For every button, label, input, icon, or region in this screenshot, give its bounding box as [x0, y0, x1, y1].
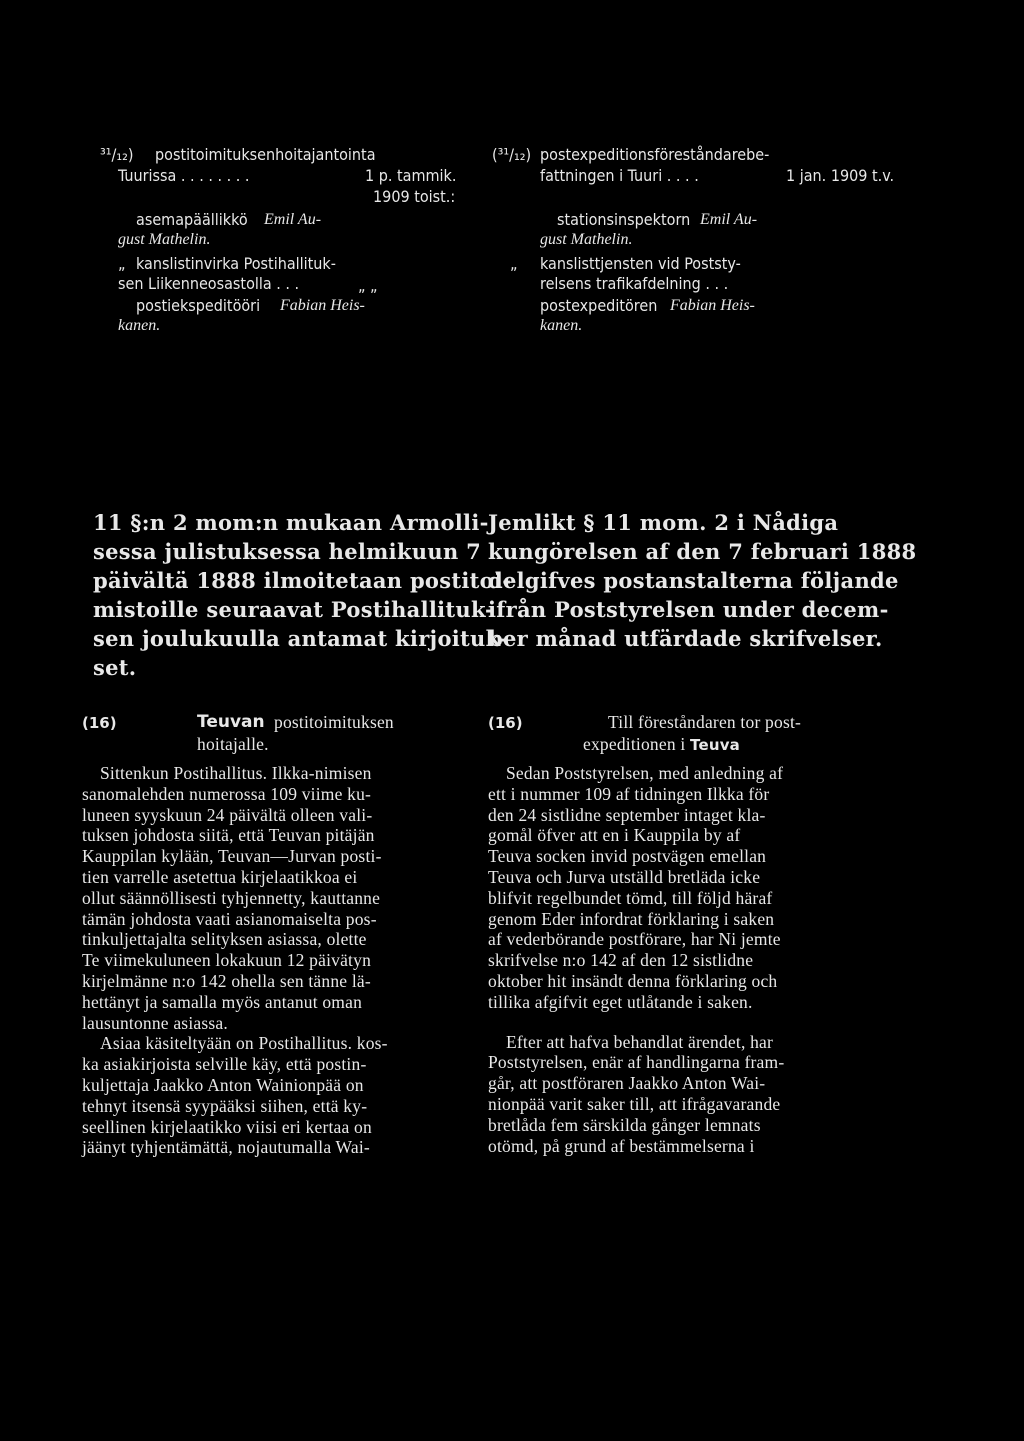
entry-title-line2: Tuurissa . . . . . . . .	[118, 166, 250, 185]
letter-swedish-body	[488, 763, 888, 1156]
heading-line: päivältä 1888 ilmoitetaan postitoi-	[93, 568, 512, 593]
role1-name-b: gust Mathelin.	[118, 231, 211, 248]
text-line: Te viimekuluneen lokakuun 12 päivätyn	[82, 950, 372, 971]
addressee-line2	[583, 734, 740, 755]
role3-name-a: Fabian Heis-	[670, 297, 755, 314]
text-line: blifvit regelbundet tömd, till följd häraf	[488, 887, 773, 908]
role3-prefix: postiekspeditööri	[136, 296, 261, 315]
role1-name-b: gust Mathelin.	[540, 231, 633, 248]
text-line: gomål öfver att en i Kauppila by af	[488, 825, 741, 846]
role2-line-a: kanslistinvirka Postihallituk-	[136, 254, 336, 273]
role1-name-a: Emil Au-	[264, 211, 322, 228]
role2-line-b: relsens trafikafdelning . . .	[540, 274, 729, 293]
heading-line: 11 §:n 2 mom:n mukaan Armolli-	[93, 510, 489, 535]
text-line: går, att postföraren Jaakko Anton Wai-	[488, 1073, 766, 1094]
heading-line: Jemlikt § 11 mom. 2 i Nådiga	[488, 510, 839, 535]
entry-date-line1: 1 p. tammik.	[365, 166, 457, 185]
entry-date: 1 jan. 1909 t.v.	[786, 166, 895, 185]
entry-ref: ³¹/₁₂)	[100, 145, 134, 164]
letter-number: (16)	[82, 714, 117, 732]
heading-line: set.	[93, 655, 137, 680]
text-line: tehnyt itsensä syypääksi siihen, että ky-	[82, 1095, 368, 1116]
paragraph	[488, 763, 888, 1013]
text-line: nionpää varit saker till, att ifrågavarande	[488, 1093, 781, 1114]
heading-line: delgifves postanstalterna följande	[488, 568, 899, 593]
role1-name-a: Emil Au-	[700, 211, 758, 228]
heading-line: sen joulukuulla antamat kirjoituk-	[93, 626, 509, 651]
heading-line: ifrån Poststyrelsen under decem-	[488, 597, 889, 622]
letter-finnish-body	[82, 763, 462, 1158]
text-line: lausuntonne asiassa.	[82, 1012, 228, 1033]
addressee-place: Teuva	[690, 736, 741, 754]
addressee-line1: Till föreståndaren tor post-	[608, 712, 802, 732]
text-line: bretlåda fem särskilda gånger lemnats	[488, 1114, 761, 1135]
paragraph	[82, 763, 462, 1033]
addressee-pre: expeditionen i	[583, 734, 686, 754]
role3-name-b: kanen.	[118, 317, 161, 334]
text-line: kuljettaja Jaakko Anton Wainionpää on	[82, 1074, 364, 1095]
entry-title-line2: fattningen i Tuuri . . . .	[540, 166, 699, 185]
text-line: tuksen johdosta siitä, että Teuvan pitäjän	[82, 825, 375, 846]
text-line: den 24 sistlidne september intaget kla-	[488, 804, 766, 825]
text-line: sanomalehden numerossa 109 viime ku-	[82, 783, 372, 804]
role3-name-a: Fabian Heis-	[280, 297, 365, 314]
text-line: tinkuljettajalta selityksen asiassa, olette	[82, 929, 367, 950]
text-line: Teuva och Jurva utställd bretläda icke	[488, 866, 761, 887]
text-line: tämän johdosta vaati asianomaiselta pos-	[82, 908, 377, 929]
addressee-place: Teuvan	[197, 712, 265, 732]
text-line: genom Eder infordrat förklaring i saken	[488, 908, 775, 929]
role3-prefix: postexpeditören	[540, 296, 658, 315]
text-line: Teuva socken invid postvägen emellan	[488, 846, 767, 867]
entry-title-line1: postitoimituksenhoitajantointa	[155, 145, 376, 164]
role2-line-a: kanslisttjensten vid Poststy-	[540, 254, 741, 273]
text-line: tien varrelle asetettua kirjelaatikkoa ei	[82, 866, 358, 887]
text-line: tillika afgifvit eget utlåtande i saken.	[488, 991, 753, 1012]
letter-number: (16)	[488, 714, 523, 732]
text-line: ett i nummer 109 af tidningen Ilkka för	[488, 783, 770, 804]
text-line: hettänyt ja samalla myös antanut oman	[82, 991, 363, 1012]
paragraph	[488, 1032, 888, 1157]
addressee-line2: hoitajalle.	[197, 734, 269, 754]
heading-line: kungörelsen af den 7 februari 1888	[488, 539, 917, 564]
paragraph	[82, 1033, 462, 1158]
text-line: kirjelmänne n:o 142 ohella sen tänne lä-	[82, 970, 371, 991]
text-line: Kauppilan kylään, Teuvan—Jurvan posti-	[82, 846, 382, 867]
entry-title-line1: postexpeditionsföreståndarebe-	[540, 145, 770, 164]
text-line: af vederbörande postförare, har Ni jemte	[488, 929, 781, 950]
heading-line: sessa julistuksessa helmikuun 7	[93, 539, 482, 564]
text-line: Sittenkun Postihallitus. Ilkka-nimisen	[100, 763, 372, 783]
text-line: jäänyt tyhjentämättä, nojautumalla Wai-	[82, 1137, 370, 1158]
text-line: Poststyrelsen, enär af handlingarna fram-	[488, 1052, 785, 1073]
text-line: otömd, på grund af bestämmelserna i	[488, 1135, 755, 1156]
heading-line: mistoille seuraavat Postihallituk-	[93, 597, 495, 622]
text-line: luneen syyskuun 24 päivältä olleen vali-	[82, 804, 373, 825]
text-line: Sedan Poststyrelsen, med anledning af	[506, 763, 784, 783]
entry-date-line2: 1909 toist.:	[373, 187, 456, 206]
heading-line: ber månad utfärdade skrifvelser.	[488, 626, 883, 651]
addressee-rest: postitoimituksen	[274, 712, 394, 732]
role3-name-b: kanen.	[540, 317, 583, 334]
text-line: seellinen kirjelaatikko viisi eri kertaa on	[82, 1116, 372, 1137]
text-line: oktober hit insändt denna förklaring och	[488, 970, 778, 991]
role1-prefix: stationsinspektorn	[557, 210, 691, 229]
text-line: Asiaa käsiteltyään on Postihallitus. kos-	[100, 1033, 388, 1054]
text-line: ollut säännöllisesti tyhjennetty, kauttanne	[82, 887, 381, 908]
text-line: ka asiakirjoista selville käy, että postin-	[82, 1054, 367, 1075]
ditto-mark: „	[510, 254, 518, 273]
role2-line-b: sen Liikenneosastolla . . .	[118, 274, 300, 293]
ditto-marks-mid: „ „	[358, 276, 378, 295]
entry-ref: (³¹/₁₂)	[492, 145, 532, 164]
ditto-mark: „	[118, 254, 126, 273]
role1-prefix: asemapäällikkö	[136, 210, 248, 229]
text-line: skrifvelse n:o 142 af den 12 sistlidne	[488, 950, 754, 971]
text-line: Efter att hafva behandlat ärendet, har	[506, 1031, 774, 1052]
